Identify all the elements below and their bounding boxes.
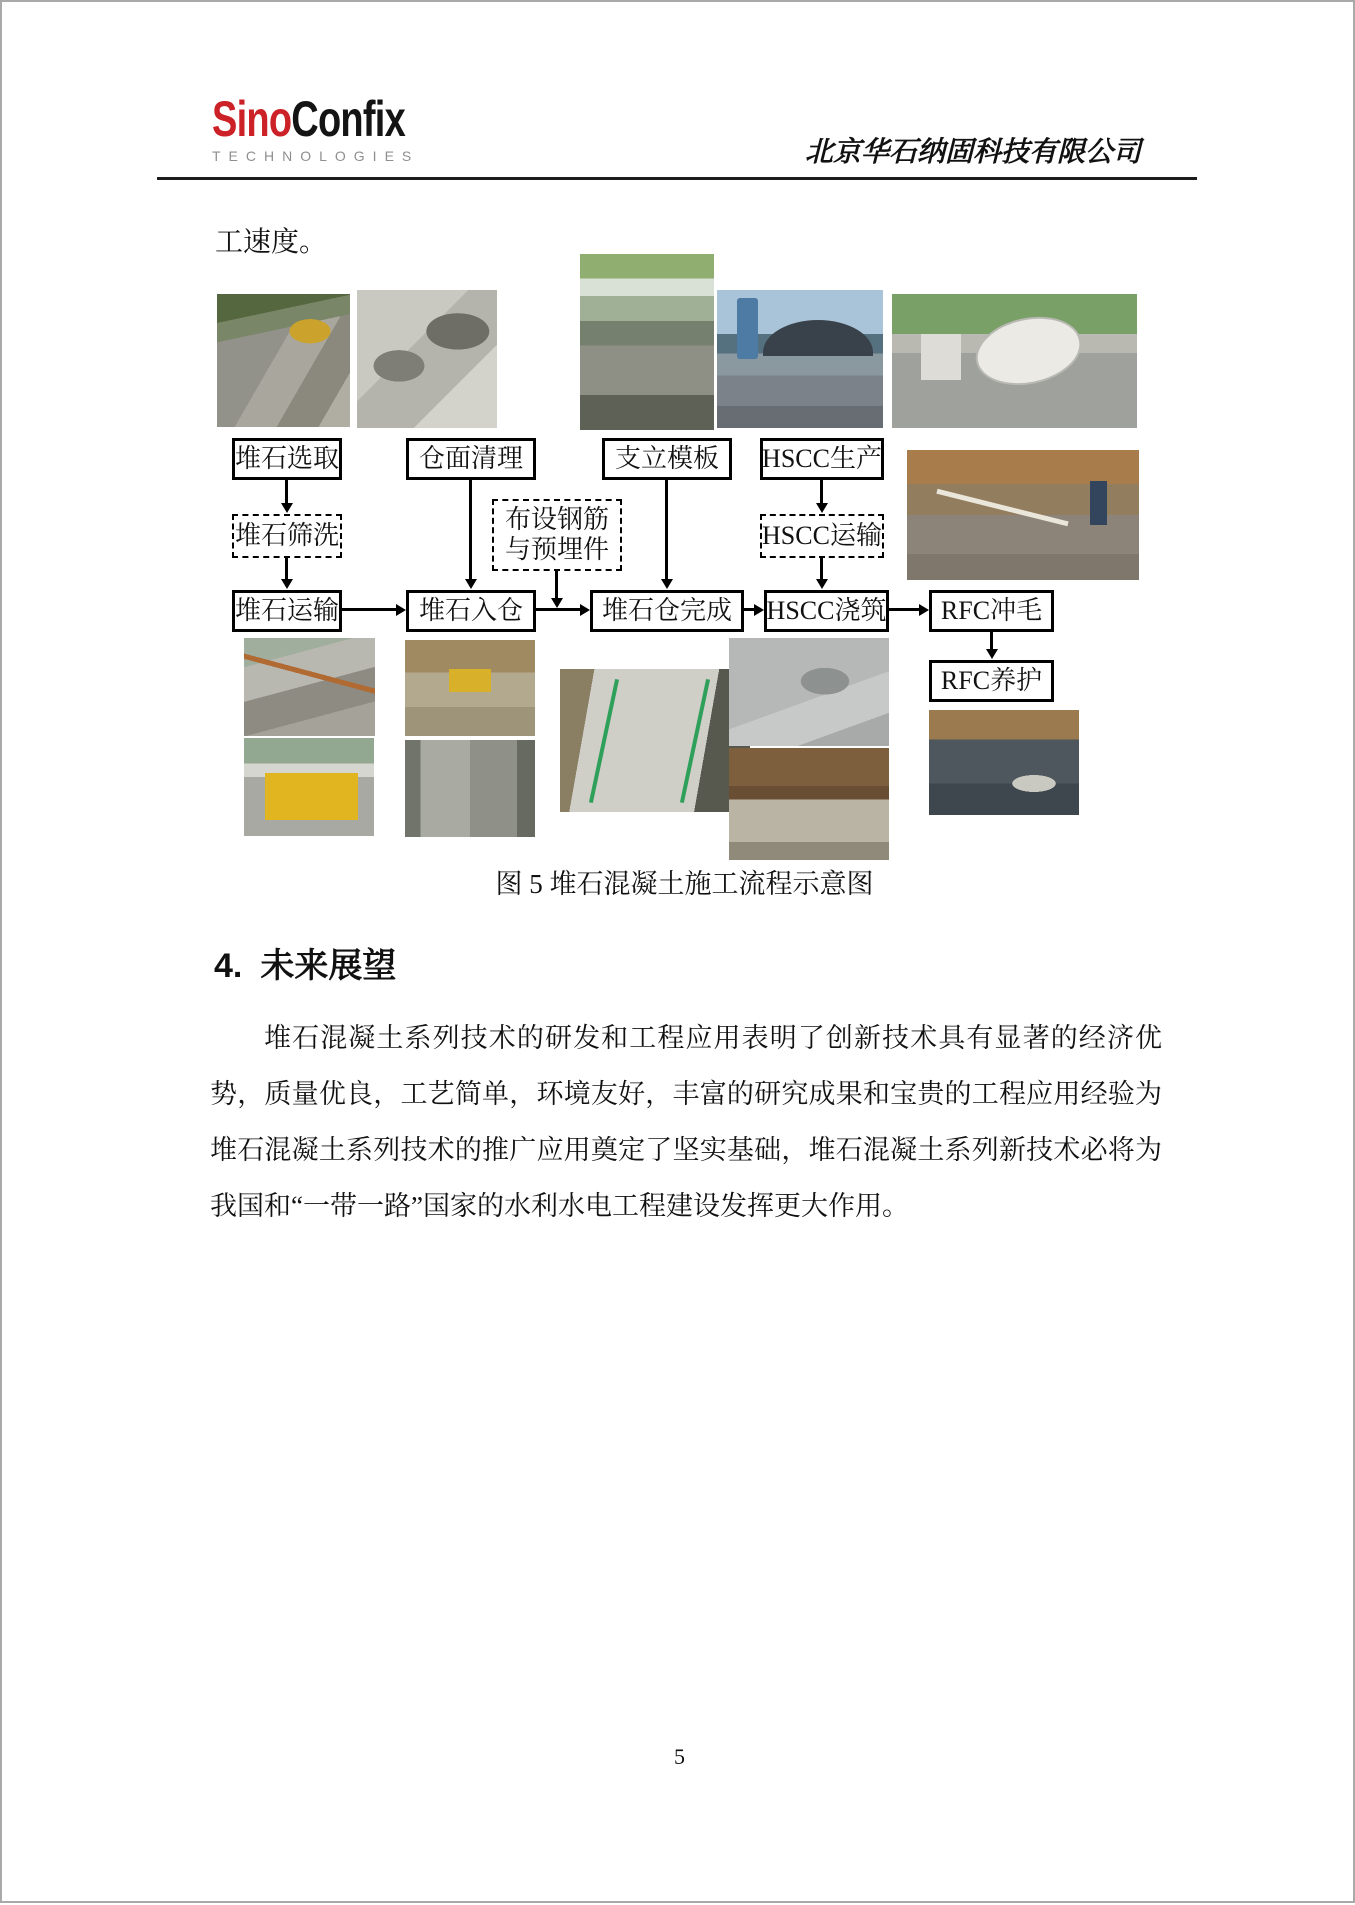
- silo-shape: [737, 298, 759, 359]
- logo-tagline: TECHNOLOGIES: [212, 148, 420, 164]
- flow-box-formwork-erection: 支立模板: [602, 438, 732, 480]
- flow-box-rock-selection: 堆石选取: [232, 438, 342, 480]
- figure-caption: 图 5 堆石混凝土施工流程示意图: [495, 869, 874, 899]
- flow-box-rock-transport: 堆石运输: [232, 590, 342, 632]
- photo-rfc-washing: [907, 450, 1139, 580]
- roof-shape: [763, 320, 873, 356]
- continuation-text: 工速度。: [215, 227, 328, 258]
- photo-rock-placing-1: [405, 640, 535, 736]
- paragraph-line: 势，质量优良，工艺简单，环境友好，丰富的研究成果和宝贵的工程应用经验为: [210, 1079, 1162, 1109]
- flow-box-rock-screening: 堆石筛洗: [232, 514, 342, 558]
- section-number: 4.: [214, 947, 243, 985]
- truck-cab-shape: [921, 334, 960, 380]
- photo-rfc-curing: [929, 710, 1079, 815]
- paragraph-line: 堆石混凝土系列技术的研发和工程应用表明了创新技术具有显著的经济优: [264, 1023, 1162, 1053]
- arrow-transport-to-pouring: [820, 558, 823, 580]
- flow-box-rebar-embedments: [492, 499, 622, 571]
- flow-box-rock-placing: 堆石入仓: [406, 590, 536, 632]
- rebar-label-line2: 与预埋件: [504, 535, 609, 564]
- section-heading: [214, 938, 396, 987]
- dump-truck-shape: [265, 773, 359, 820]
- flow-box-hscc-production: HSCC生产: [760, 438, 884, 480]
- photo-rock-transport-2: [244, 738, 374, 836]
- flow-box-rfc-curing: RFC养护: [929, 660, 1054, 702]
- excavator-shape: [449, 669, 491, 692]
- photo-mixer-truck: [892, 294, 1137, 428]
- photo-formwork-erection: [580, 254, 714, 430]
- arrow-formwork-to-bin-complete: [665, 480, 668, 580]
- arrow-cleaning-to-placing: [469, 480, 472, 580]
- section-title: 未来展望: [260, 947, 397, 985]
- guide-line-shape: [589, 679, 619, 803]
- photo-hscc-pouring-2: [729, 748, 889, 860]
- arrow-pouring-to-roughening: [889, 608, 920, 611]
- logo-brand-prefix: Sino: [212, 91, 292, 147]
- header-rule: [157, 177, 1197, 180]
- logo-brand-suffix: Confix: [291, 91, 405, 147]
- paragraph-line: 我国和“一带一路”国家的水利水电工程建设发挥更大作用。: [210, 1191, 909, 1221]
- flow-box-hscc-transport: HSCC运输: [760, 514, 884, 558]
- arrow-placing-to-bin-complete: [536, 608, 581, 611]
- arrow-bin-complete-to-pouring: [744, 608, 755, 611]
- figure-flowchart: [2, 2, 1355, 1905]
- flow-box-surface-cleaning: 仓面清理: [406, 438, 536, 480]
- paragraph-line: 堆石混凝土系列技术的推广应用奠定了坚实基础，堆石混凝土系列新技术必将为: [210, 1135, 1162, 1165]
- flow-box-rfc-roughening: RFC冲毛: [929, 590, 1054, 632]
- arrow-selection-to-screening: [285, 480, 288, 504]
- photo-batching-plant: [717, 290, 883, 428]
- arrow-rock-transport-to-placing: [342, 608, 397, 611]
- logo-wordmark: [212, 91, 405, 147]
- page-number: 5: [674, 1744, 685, 1769]
- arrow-screening-to-transport: [285, 558, 288, 580]
- flow-box-rock-bin-complete: 堆石仓完成: [590, 590, 744, 632]
- arrow-production-to-transport: [820, 480, 823, 504]
- photo-rock-placing-2: [405, 740, 535, 837]
- arrow-rebar-to-connector: [555, 571, 558, 599]
- company-logo: [212, 91, 466, 164]
- arrow-roughening-to-curing: [990, 632, 993, 650]
- guide-line-shape: [680, 679, 710, 803]
- header-company-name: 北京华石纳固科技有限公司: [804, 137, 1141, 168]
- photo-rock-selection: [217, 294, 350, 427]
- photo-rock-bin-complete: [560, 669, 750, 812]
- photo-rock-transport-1: [244, 638, 375, 736]
- water-jet-shape: [936, 488, 1068, 525]
- body-paragraph: [210, 1010, 1162, 1234]
- photo-hscc-pouring-1: [729, 638, 889, 746]
- rebar-label-line1: 布设钢筋: [504, 505, 609, 534]
- photo-surface-cleaning: [357, 290, 497, 428]
- flow-box-hscc-pouring: HSCC浇筑: [764, 590, 889, 632]
- worker-shape: [1090, 481, 1106, 525]
- mixer-drum-shape: [970, 308, 1088, 394]
